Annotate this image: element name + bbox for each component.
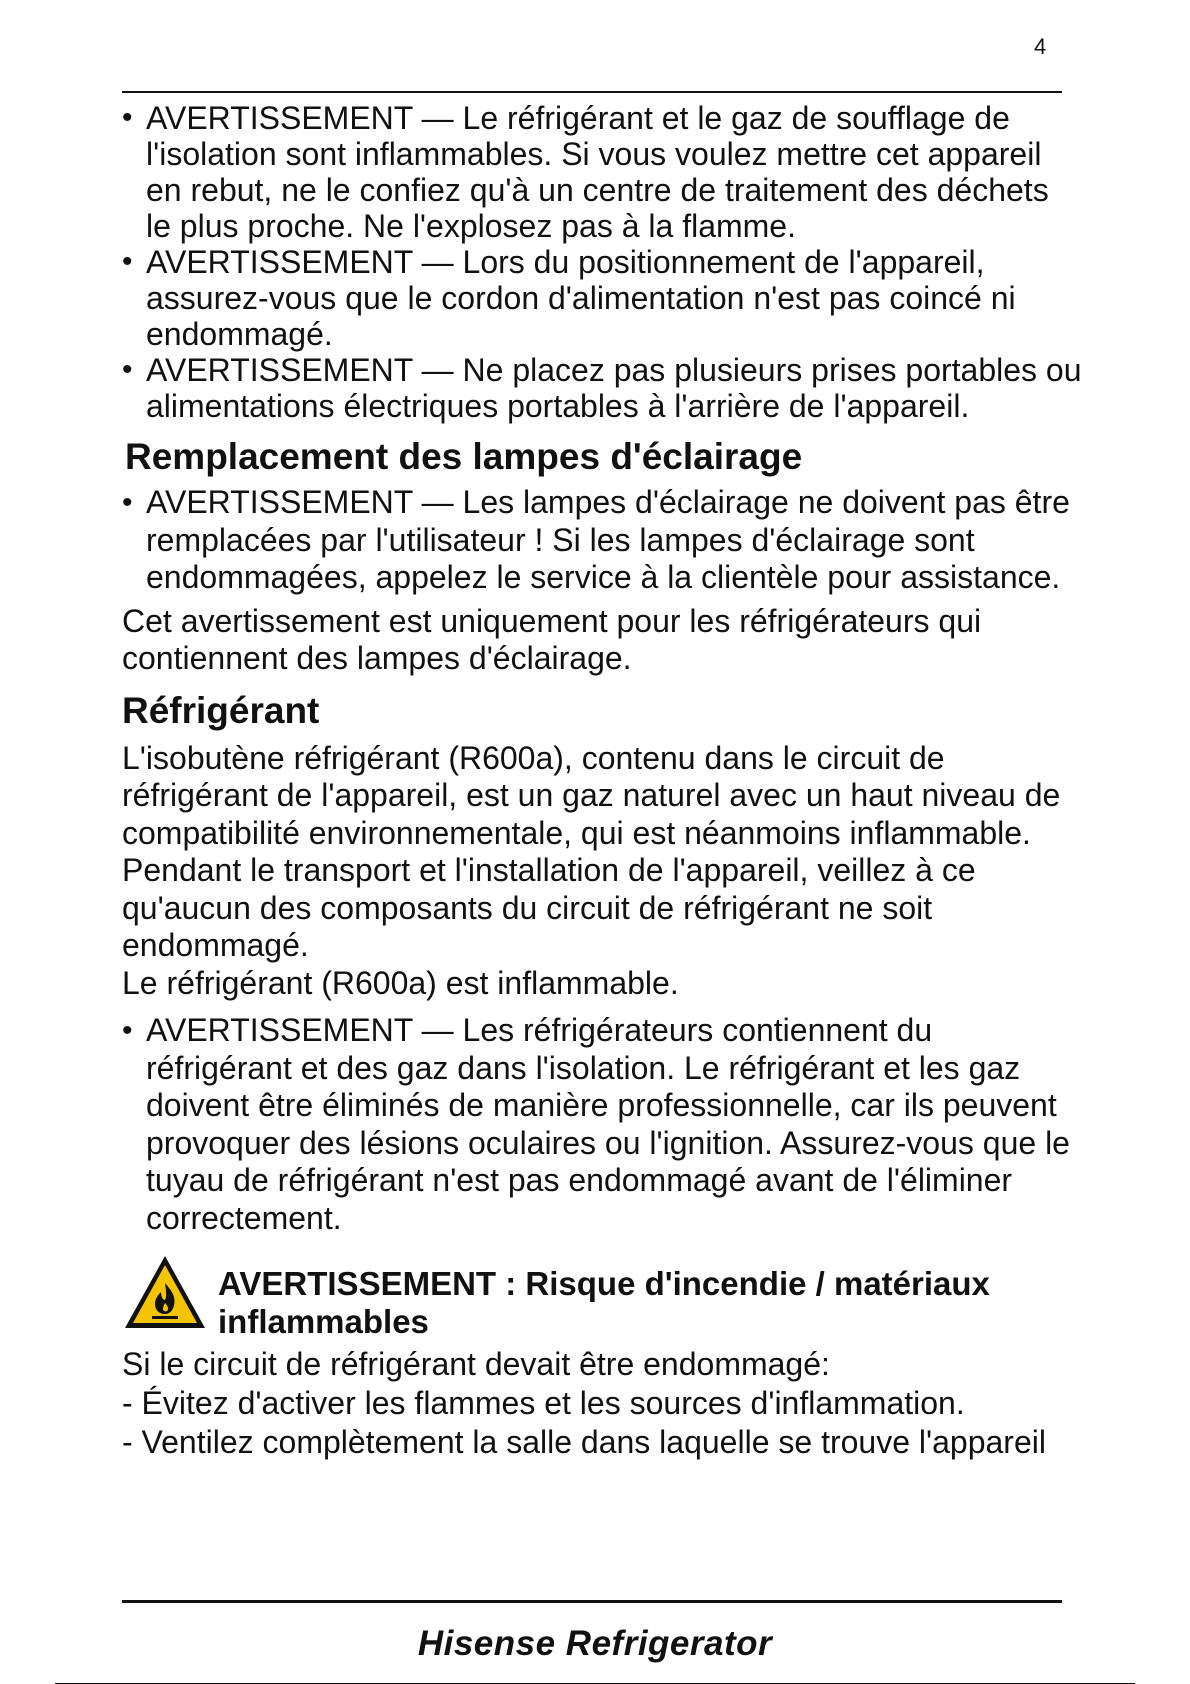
page-content <box>122 100 1082 1462</box>
fire-warning-block <box>122 1251 1082 1351</box>
fire-warning-item-ventilate: - Ventilez complètement la salle dans laquelle se trouve l'appareil <box>122 1424 1046 1460</box>
refrigerant-section-heading: Réfrigérant <box>122 689 320 731</box>
refrigerant-warning-list <box>122 1012 1082 1237</box>
fire-warning-item-flames: - Évitez d'activer les flammes et les sources d'inflammation. <box>122 1385 965 1421</box>
warning-item-power-cord: • AVERTISSEMENT — Lors du positionnement de l'appareil, assurez-vous que le cordon d'alimentation n'est pas coincé ni endommagé. <box>122 244 1082 352</box>
warning-item-insulation-gas: • AVERTISSEMENT — Le réfrigérant et le gaz de soufflage de l'isolation sont inflammables. Si vous voulez mettre cet appareil en rebut, ne le confiez qu'à un centre de traitement des déchets le plus proche. Ne l'explosez pas à la flamme. <box>122 100 1082 244</box>
lamp-warning-list <box>122 484 1082 597</box>
refrigerant-flammable-note: Le réfrigérant (R600a) est inflammable. <box>122 964 679 1001</box>
flammable-warning-icon <box>122 1253 208 1331</box>
fire-warning-instructions <box>122 1345 1082 1462</box>
top-warning-list <box>122 100 1082 424</box>
page-number: 4 <box>1034 34 1047 59</box>
refrigerant-warning-item: • AVERTISSEMENT — Les réfrigérateurs contiennent du réfrigérant et des gaz dans l'isolation. Le réfrigérant et les gaz doivent être éliminés de manière professionnelle, car ils peuvent provoquer des lésions oculaires ou l'ignition. Assurez-vous que le tuyau de réfrigérant n'est pas endommagé avant de l'éliminer correctement. <box>122 1012 1082 1237</box>
footer-rule <box>122 1600 1062 1603</box>
refrigerant-paragraph: L'isobutène réfrigérant (R600a), contenu dans le circuit de réfrigérant de l'appareil, est un gaz naturel avec un haut niveau de compatibilité environnementale, qui est néanmoins inflammable. Pendant le transport et l'installation de l'appareil, veillez à ce qu'aucun des composants du circuit de réfrigérant ne soit endommagé. <box>122 739 1061 963</box>
fire-warning-title: AVERTISSEMENT : Risque d'incendie / matériaux inflammables <box>218 1265 990 1340</box>
fire-warning-intro: Si le circuit de réfrigérant devait être endommagé: <box>122 1346 830 1382</box>
lamp-note: Cet avertissement est uniquement pour les réfrigérateurs qui contiennent des lampes d'éclairage. <box>122 602 982 676</box>
footer-brand: Hisense Refrigerator <box>417 1624 773 1663</box>
header-rule <box>122 91 1062 93</box>
lamp-warning-item: • AVERTISSEMENT — Les lampes d'éclairage ne doivent pas être remplacées par l'utilisateur ! Si les lampes d'éclairage sont endommagées, appelez le service à la clientèle pour assistance. <box>122 484 1082 597</box>
lamp-section-heading: Remplacement des lampes d'éclairage <box>125 436 803 477</box>
warning-item-portable-sockets: • AVERTISSEMENT — Ne placez pas plusieurs prises portables ou alimentations électriques portables à l'arrière de l'appareil. <box>122 352 1082 424</box>
